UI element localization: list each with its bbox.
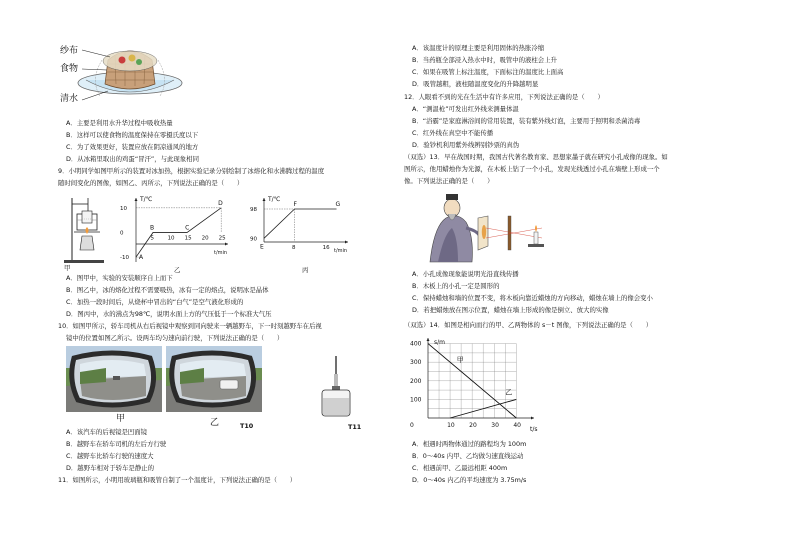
q13-stem-line3: 像。下列说法正确的是（ ） — [404, 177, 494, 185]
boiling-x-tick: 16 — [322, 245, 330, 251]
st-x-tick: 20 — [469, 422, 477, 429]
st-y-tick: 200 — [410, 377, 422, 385]
fig9-apparatus — [60, 194, 112, 266]
fig11-tag: T11 — [348, 423, 362, 431]
melting-x-tick: 25 — [218, 235, 226, 242]
st-y-tick: 100 — [410, 396, 422, 404]
q13-stem-line2: 图所示，他用蜡烛作为光源，在木板上钻了一个小孔，发现光线透过小孔在墙壁上形成一个 — [404, 165, 660, 173]
q9-option-d: D．图丙中，水的沸点为98℃，说明水面上方的气压低于一个标准大气压 — [66, 310, 272, 318]
melting-y-tick: -10 — [120, 255, 129, 262]
fig10-caption-a: 甲 — [116, 414, 126, 424]
fig9-melting-chart — [116, 192, 236, 268]
fig9-apparatus-caption: 甲 — [64, 264, 71, 272]
q10-stem-line2: 镜中的位置如图乙所示。设两车均匀速向前行驶，下列说法正确的是（ ） — [66, 334, 284, 342]
q9-stem-line1: 9．小明同学如图甲所示的装置对冰加热，根据实验记录分别绘制了冰熔化和水沸腾过程的温度 — [58, 167, 325, 175]
q10-option-a: A．该汽车的后视镜是凹面镜 — [66, 428, 148, 436]
st-y-label: s/m — [434, 339, 445, 346]
q14-option-b: B．0～40s 内甲、乙均做匀速直线运动 — [412, 452, 524, 460]
st-series-name: 甲 — [456, 356, 464, 365]
q10-option-d: D．越野车相对于轿车是静止的 — [66, 464, 154, 472]
fig10-mirror-photo-b — [166, 346, 262, 412]
boiling-x-tick: 8 — [292, 245, 296, 251]
q13-option-c: C．保持蜡烛和墙的位置不变，将木板向靠近蜡烛的方向移动，蜡烛在墙上的像会变小 — [412, 294, 653, 302]
q12-option-d: D．验钞机利用紫外线辨别钞票的真伪 — [412, 141, 520, 149]
st-y-tick: 400 — [410, 340, 422, 348]
fig10-mirror-photo-a — [66, 346, 162, 412]
q13-option-a: A．小孔成像现象能说明光沿直线传播 — [412, 270, 519, 278]
q14-option-a: A．相遇时两物体通过的路程均为 100m — [412, 440, 527, 448]
fig8-label-water: 清水 — [60, 94, 79, 104]
q8-option-c: C．为了效果更好，装置应放在阴凉通风的地方 — [66, 143, 199, 151]
fig11-bottle-thermometer — [316, 354, 356, 420]
fig9-boiling-caption: 丙 — [302, 266, 309, 274]
melting-point-label: A — [139, 254, 144, 262]
q12-option-a: A．“测温枪”可发出红外线来测量体温 — [412, 105, 519, 113]
melting-y-tick: 10 — [120, 205, 127, 212]
st-x-label: t/s — [530, 426, 538, 433]
boiling-x-label: t/min — [334, 248, 348, 254]
q14-stem: （双选）14．如图是相向而行的甲、乙两物体的 s－t 图像，下列说法正确的是（ ） — [404, 321, 653, 329]
melting-point-label: B — [150, 224, 155, 232]
boiling-y-tick: 90 — [250, 236, 257, 243]
boiling-point-label: G — [335, 201, 341, 208]
st-origin-label: 0 — [410, 422, 414, 429]
fig14-st-chart — [404, 332, 544, 436]
melting-point-label: C — [185, 224, 190, 232]
q9-option-c: C．加热一段时间后，从烧杯中冒出的“白气”是空气液化形成的 — [66, 298, 244, 306]
q10-option-b: B．越野车在轿车司机的左后方行驶 — [66, 440, 167, 448]
q13-option-b: B．木板上的小孔一定是圆形的 — [412, 282, 500, 290]
q12-stem: 12．人眼看不到的光在生活中有许多应用，下列说法正确的是（ ） — [404, 93, 604, 101]
st-y-tick: 300 — [410, 359, 422, 367]
fig9-melting-caption: 乙 — [174, 266, 181, 274]
st-x-tick: 30 — [491, 422, 499, 429]
melting-x-tick: 20 — [201, 235, 209, 242]
q11-stem: 11．如图所示，小明用玻璃瓶和吸管自制了一个温度计，下列说法正确的是（ ） — [58, 476, 297, 484]
melting-x-label: t/min — [214, 250, 228, 256]
q9-option-a: A．图甲中，实验的安装顺序自上而下 — [66, 274, 173, 282]
fig8-label-gauze: 纱布 — [60, 46, 79, 56]
melting-x-tick: 5 — [150, 235, 155, 242]
q12-option-b: B．“浴霸”是家庭淋浴间的常用装置，装有紫外线灯泡，主要用于照明和杀菌消毒 — [412, 117, 641, 125]
q8-option-a: A．主要是利用水升华过程中吸收热量 — [66, 119, 173, 127]
q10-stem-line1: 10．如图甲所示，轿车司机从右后视镜中观察到同向驶来一辆越野车，下一时刻越野车在后视 — [58, 322, 322, 330]
q10-option-c: C．越野车比轿车行驶的速度大 — [66, 452, 154, 460]
q11-option-c: C．如果在吸管上标注温度，下面标注的温度比上面高 — [412, 68, 564, 76]
boiling-curve — [264, 209, 337, 238]
fig8-label-food: 食物 — [60, 64, 79, 74]
q9-stem-line2: 随时间变化的图像，如图乙、丙所示，下列说法正确的是（ ） — [58, 179, 244, 187]
q14-option-c: C．相遇前甲、乙最远相距 400m — [412, 464, 508, 472]
boiling-y-tick: 98 — [250, 207, 257, 213]
st-x-tick: 40 — [513, 422, 521, 429]
melting-x-tick: 10 — [167, 235, 175, 242]
st-series-name: 乙 — [505, 388, 513, 397]
q12-option-c: C．红外线在真空中不能传播 — [412, 129, 494, 137]
fig13-pinhole-figure — [424, 188, 556, 264]
q11-option-d: D．吸管越粗，液柱随温度变化的升降越明显 — [412, 80, 539, 88]
fig10-caption-b: 乙 — [210, 418, 220, 428]
q14-option-d: D．0～40s 内乙的平均速度为 3.75m/s — [412, 476, 527, 484]
fig9-boiling-chart — [246, 192, 356, 268]
boiling-point-label: F — [293, 201, 297, 208]
st-x-tick: 10 — [447, 422, 455, 429]
q13-stem-line1: （双选）13．早在战国时期，我国古代著名教育家、思想家墨子就在研究小孔成像的现象。如 — [404, 153, 668, 161]
melting-y-label: T/℃ — [140, 196, 153, 203]
q8-option-d: D．从冰箱里取出的鸡蛋“冒汗”，与此现象相同 — [66, 155, 199, 163]
melting-curve — [136, 208, 221, 257]
melting-y-tick: 0 — [120, 230, 124, 237]
boiling-y-label: T/℃ — [268, 196, 281, 203]
q9-option-b: B．图乙中，冰的熔化过程不需要吸热，冰有一定的熔点，说明冰是晶体 — [66, 286, 269, 294]
fig8-basket-figure — [60, 40, 190, 110]
q8-option-b: B．这样可以使食物的温度保持在零摄氏度以下 — [66, 131, 199, 139]
melting-x-tick: 15 — [184, 235, 192, 242]
fig10-tag: T10 — [240, 422, 254, 430]
q11-option-b: B．当药瓶全部浸入热水中时，吸管中的液柱会上升 — [412, 56, 557, 64]
q13-option-d: D．若把蜡烛放在图示位置，蜡烛在墙上形成的像是倒立、放大的实像 — [412, 306, 609, 314]
boiling-point-label: E — [260, 243, 264, 251]
melting-point-label: D — [218, 199, 223, 207]
q11-option-a: A．该温度计的原理主要是利用固体的热胀冷缩 — [412, 44, 545, 52]
